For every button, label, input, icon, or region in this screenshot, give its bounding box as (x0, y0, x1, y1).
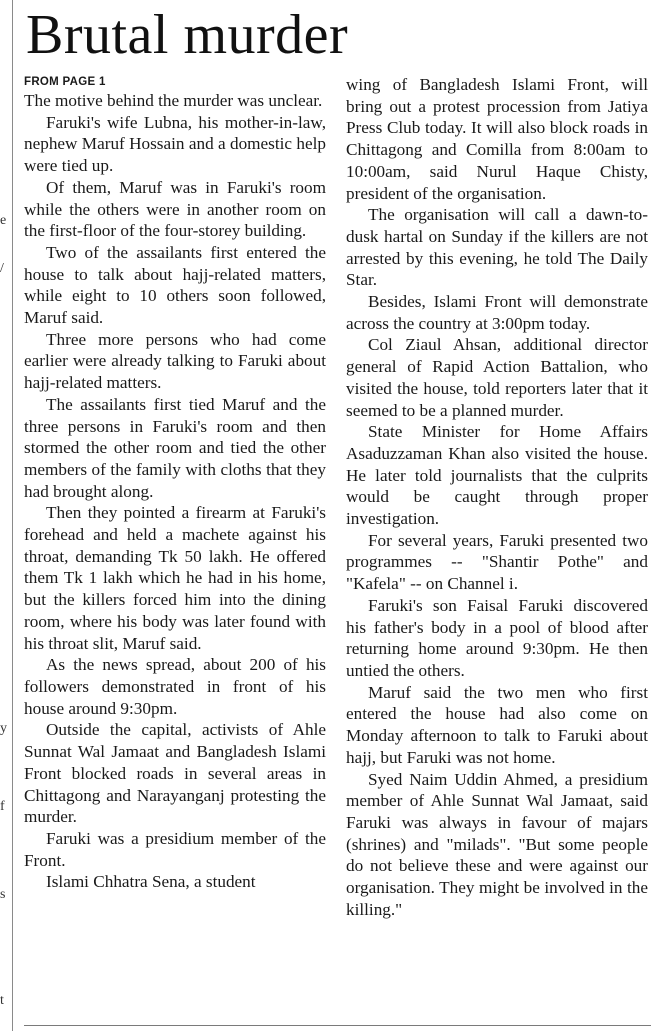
paragraph: Maruf said the two men who first entered the house had also come on Monday afternoon to talk to Faruki about hajj, but Faruki was not home. (346, 682, 648, 767)
article-column-left (24, 74, 326, 893)
edge-glyph: / (0, 262, 4, 276)
paragraph: Faruki was a presidium member of the Front. (24, 828, 326, 870)
continuation-label: FROM PAGE 1 (24, 76, 106, 88)
paragraph: Three more persons who had come earlier were already talking to Faruki about hajj-related matters. (24, 329, 326, 393)
paragraph: For several years, Faruki presented two programmes -- "Shantir Pothe" and "Kafela" -- on Channel i. (346, 530, 648, 594)
paragraph: Of them, Maruf was in Faruki's room while the others were in another room on the first-floor of the four-storey building. (24, 177, 326, 241)
paragraph: Outside the capital, activists of Ahle Sunnat Wal Jamaat and Bangladesh Islami Front blocked roads in several areas in Chittagong and Narayanganj protesting the murder. (24, 720, 326, 827)
paragraph: Faruki's son Faisal Faruki discovered his father's body in a pool of blood after returning home around 9:30pm. He then untied the others. (346, 595, 648, 680)
paragraph: Besides, Islami Front will demonstrate across the country at 3:00pm today. (346, 292, 648, 333)
edge-glyph: y (0, 722, 7, 736)
edge-glyph: s (0, 888, 6, 902)
paragraph: Faruki's wife Lubna, his mother-in-law, nephew Maruf Hossain and a domestic help were tied up. (24, 112, 326, 176)
paragraph: Two of the assailants first entered the house to talk about hajj-related matters, while eight to 10 others soon followed, Maruf said. (24, 242, 326, 328)
paragraph: The organisation will call a dawn-to-dusk hartal on Sunday if the killers are not arrested by this evening, he told The Daily Star. (346, 205, 648, 290)
paragraph: The assailants first tied Maruf and the three persons in Faruki's room and then stormed the other room and tied the other members of the family with cloths that they had brought along. (24, 394, 326, 501)
paragraph: wing of Bangladesh Islami Front, will bring out a protest procession from Jatiya Press Club today. It will also block roads in Chittagong and Comilla from 8:00am to 10:00am, said Nurul Haque Chisty, president of the organisation. (346, 75, 648, 203)
article-column-right (346, 74, 648, 920)
paragraph: Syed Naim Uddin Ahmed, a presidium member of Ahle Sunnat Wal Jamaat, said Faruki was always in favour of majars (shrines) and "milads". "But some people do not believe these and were against our organisation. They might be involved in the killing." (346, 769, 648, 919)
bottom-rule (24, 1025, 651, 1026)
paragraph: Then they pointed a firearm at Faruki's forehead and held a machete against his throat, demanding Tk 50 lakh. He offered them Tk 1 lakh which he had in his home, but the killers forced him into the dining room, where his body was later found with his throat slit, Maruf said. (24, 503, 326, 653)
edge-glyph: t (0, 994, 4, 1008)
paragraph: Col Ziaul Ahsan, additional director general of Rapid Action Battalion, who visited the house, told reporters later that it seemed to be a planned murder. (346, 335, 648, 420)
paragraph: The motive behind the murder was unclear. (24, 91, 323, 110)
edge-glyph: e (0, 214, 7, 228)
paragraph: State Minister for Home Affairs Asaduzzaman Khan also visited the house. He later told journalists that the culprits would be caught through proper investigation. (346, 422, 648, 529)
left-column-rule (12, 0, 13, 1031)
paragraph: Islami Chhatra Sena, a student (46, 872, 256, 892)
paragraph: As the news spread, about 200 of his followers demonstrated in front of his house around 9:30pm. (24, 655, 326, 718)
edge-glyph: f (0, 800, 5, 814)
headline: Brutal murder (26, 4, 349, 66)
